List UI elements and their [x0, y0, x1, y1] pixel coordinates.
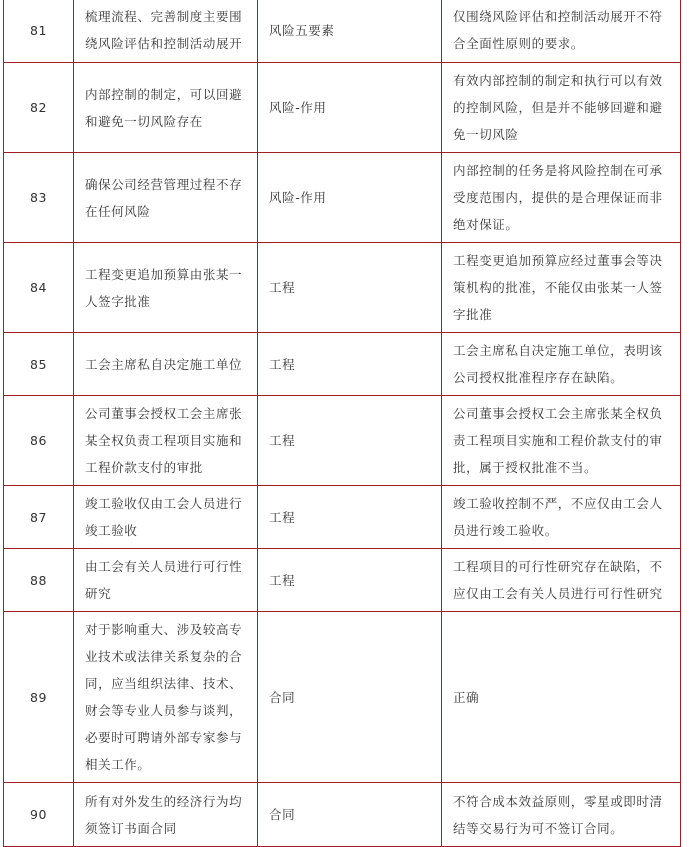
row-number: 89 [4, 612, 74, 783]
row-number: 87 [4, 486, 74, 549]
qa-table [3, 0, 681, 847]
row-category: 风险五要素 [258, 0, 442, 63]
row-explanation: 工程项目的可行性研究存在缺陷，不应仅由工会有关人员进行可行性研究 [442, 549, 681, 612]
row-explanation: 仅围绕风险评估和控制活动展开不符合全面性原则的要求。 [442, 0, 681, 63]
table-row [4, 243, 681, 333]
row-category: 合同 [258, 783, 442, 847]
row-item: 工会主席私自决定施工单位 [74, 333, 258, 396]
row-number: 84 [4, 243, 74, 333]
row-item: 对于影响重大、涉及较高专业技术或法律关系复杂的合同，应当组织法律、技术、财会等专业人员参与谈判，必要时可聘请外部专家参与相关工作。 [74, 612, 258, 783]
row-explanation: 内部控制的任务是将风险控制在可承受度范围内，提供的是合理保证而非绝对保证。 [442, 153, 681, 243]
row-category: 工程 [258, 243, 442, 333]
row-explanation: 正确 [442, 612, 681, 783]
row-item: 竣工验收仅由工会人员进行竣工验收 [74, 486, 258, 549]
row-explanation: 有效内部控制的制定和执行可以有效的控制风险，但是并不能够回避和避免一切风险 [442, 63, 681, 153]
table-row [4, 486, 681, 549]
row-number: 86 [4, 396, 74, 486]
table-row [4, 0, 681, 63]
row-number: 81 [4, 0, 74, 63]
row-number: 83 [4, 153, 74, 243]
row-category: 工程 [258, 396, 442, 486]
row-number: 90 [4, 783, 74, 847]
qa-table-body [4, 0, 681, 847]
row-item: 梳理流程、完善制度主要围绕风险评估和控制活动展开 [74, 0, 258, 63]
row-category: 工程 [258, 333, 442, 396]
table-row [4, 396, 681, 486]
row-explanation: 工程变更追加预算应经过董事会等决策机构的批准，不能仅由张某一人签字批准 [442, 243, 681, 333]
row-category: 风险-作用 [258, 63, 442, 153]
table-row [4, 612, 681, 783]
row-item: 由工会有关人员进行可行性研究 [74, 549, 258, 612]
row-explanation: 不符合成本效益原则，零星或即时清结等交易行为可不签订合同。 [442, 783, 681, 847]
row-category: 工程 [258, 549, 442, 612]
row-item: 所有对外发生的经济行为均须签订书面合同 [74, 783, 258, 847]
table-row [4, 783, 681, 847]
row-explanation: 竣工验收控制不严，不应仅由工会人员进行竣工验收。 [442, 486, 681, 549]
row-explanation: 公司董事会授权工会主席张某全权负责工程项目实施和工程价款支付的审批，属于授权批准不当。 [442, 396, 681, 486]
row-number: 82 [4, 63, 74, 153]
table-row [4, 333, 681, 396]
row-number: 85 [4, 333, 74, 396]
row-item: 工程变更追加预算由张某一人签字批准 [74, 243, 258, 333]
row-item: 公司董事会授权工会主席张某全权负责工程项目实施和工程价款支付的审批 [74, 396, 258, 486]
table-row [4, 153, 681, 243]
row-number: 88 [4, 549, 74, 612]
row-category: 工程 [258, 486, 442, 549]
row-category: 风险-作用 [258, 153, 442, 243]
table-row [4, 63, 681, 153]
row-explanation: 工会主席私自决定施工单位，表明该公司授权批准程序存在缺陷。 [442, 333, 681, 396]
row-item: 确保公司经营管理过程不存在任何风险 [74, 153, 258, 243]
table-row [4, 549, 681, 612]
row-category: 合同 [258, 612, 442, 783]
row-item: 内部控制的制定，可以回避和避免一切风险存在 [74, 63, 258, 153]
